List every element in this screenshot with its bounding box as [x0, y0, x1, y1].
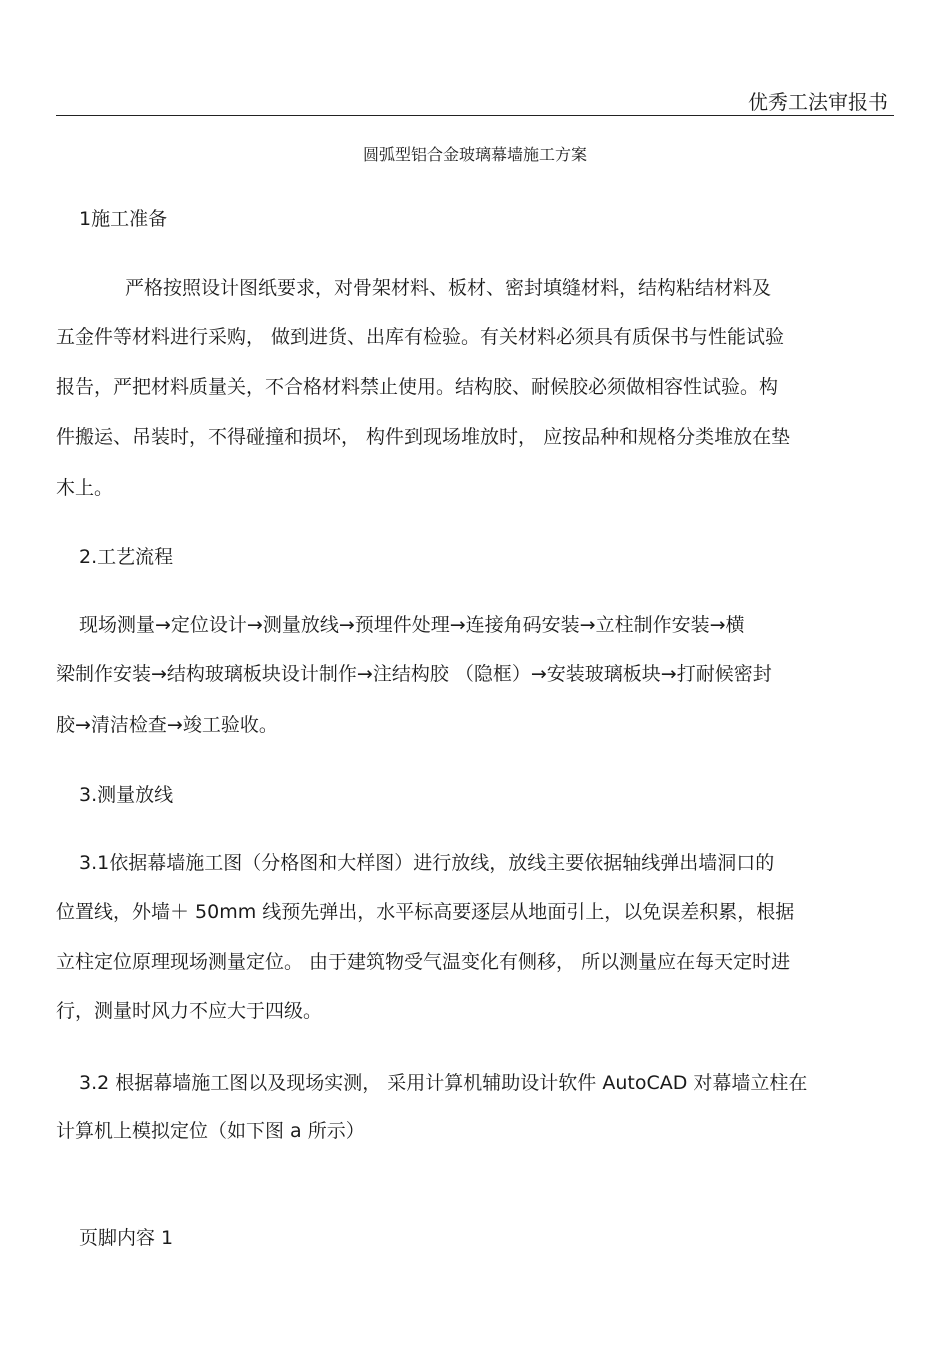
section-2-line: 现场测量→定位设计→测量放线→预埋件处理→连接角码安装→立柱制作安装→横: [79, 614, 745, 636]
section-2-heading: 2.工艺流程: [79, 546, 174, 568]
section-1-line: 木上。: [56, 477, 114, 499]
section-3-1-line: 3.1依据幕墙施工图（分格图和大样图）进行放线，放线主要依据轴线弹出墙洞口的: [79, 852, 775, 874]
section-3-heading: 3.测量放线: [79, 784, 174, 806]
section-1-line: 严格按照设计图纸要求，对骨架材料、板材、密封填缝材料，结构粘结材料及: [125, 277, 772, 299]
section-2-line: 胶→清洁检查→竣工验收。: [56, 714, 278, 736]
section-1-line: 报告，严把材料质量关，不合格材料禁止使用。结构胶、耐候胶必须做相容性试验。构: [56, 376, 779, 398]
page-footer: 页脚内容 1: [79, 1227, 174, 1249]
section-3-1-line: 行，测量时风力不应大于四级。: [56, 1000, 323, 1022]
section-1-line: 件搬运、吊装时，不得碰撞和损坏， 构件到现场堆放时， 应按品种和规格分类堆放在垫: [56, 426, 791, 448]
section-3-2-line: 计算机上模拟定位（如下图 a 所示）: [56, 1120, 365, 1142]
header-divider: [56, 115, 894, 116]
section-3-1-line: 立柱定位原理现场测量定位。 由于建筑物受气温变化有侧移， 所以测量应在每天定时进: [56, 951, 791, 973]
document-title: 圆弧型铝合金玻璃幕墙施工方案: [362, 145, 587, 164]
section-1-heading: 1施工准备: [79, 208, 168, 230]
section-3-2-line: 3.2 根据幕墙施工图以及现场实测， 采用计算机辅助设计软件 AutoCAD 对幕墙立柱在: [79, 1072, 808, 1094]
header-title: 优秀工法审报书: [748, 90, 888, 114]
section-1-line: 五金件等材料进行采购， 做到进货、出库有检验。有关材料必须具有质保书与性能试验: [56, 326, 785, 348]
section-2-line: 梁制作安装→结构玻璃板块设计制作→注结构胶 （隐框）→安装玻璃板块→打耐候密封: [56, 663, 772, 685]
section-3-1-line: 位置线，外墙＋ 50mm 线预先弹出，水平标高要逐层从地面引上，以免误差积累，根据: [56, 901, 795, 923]
